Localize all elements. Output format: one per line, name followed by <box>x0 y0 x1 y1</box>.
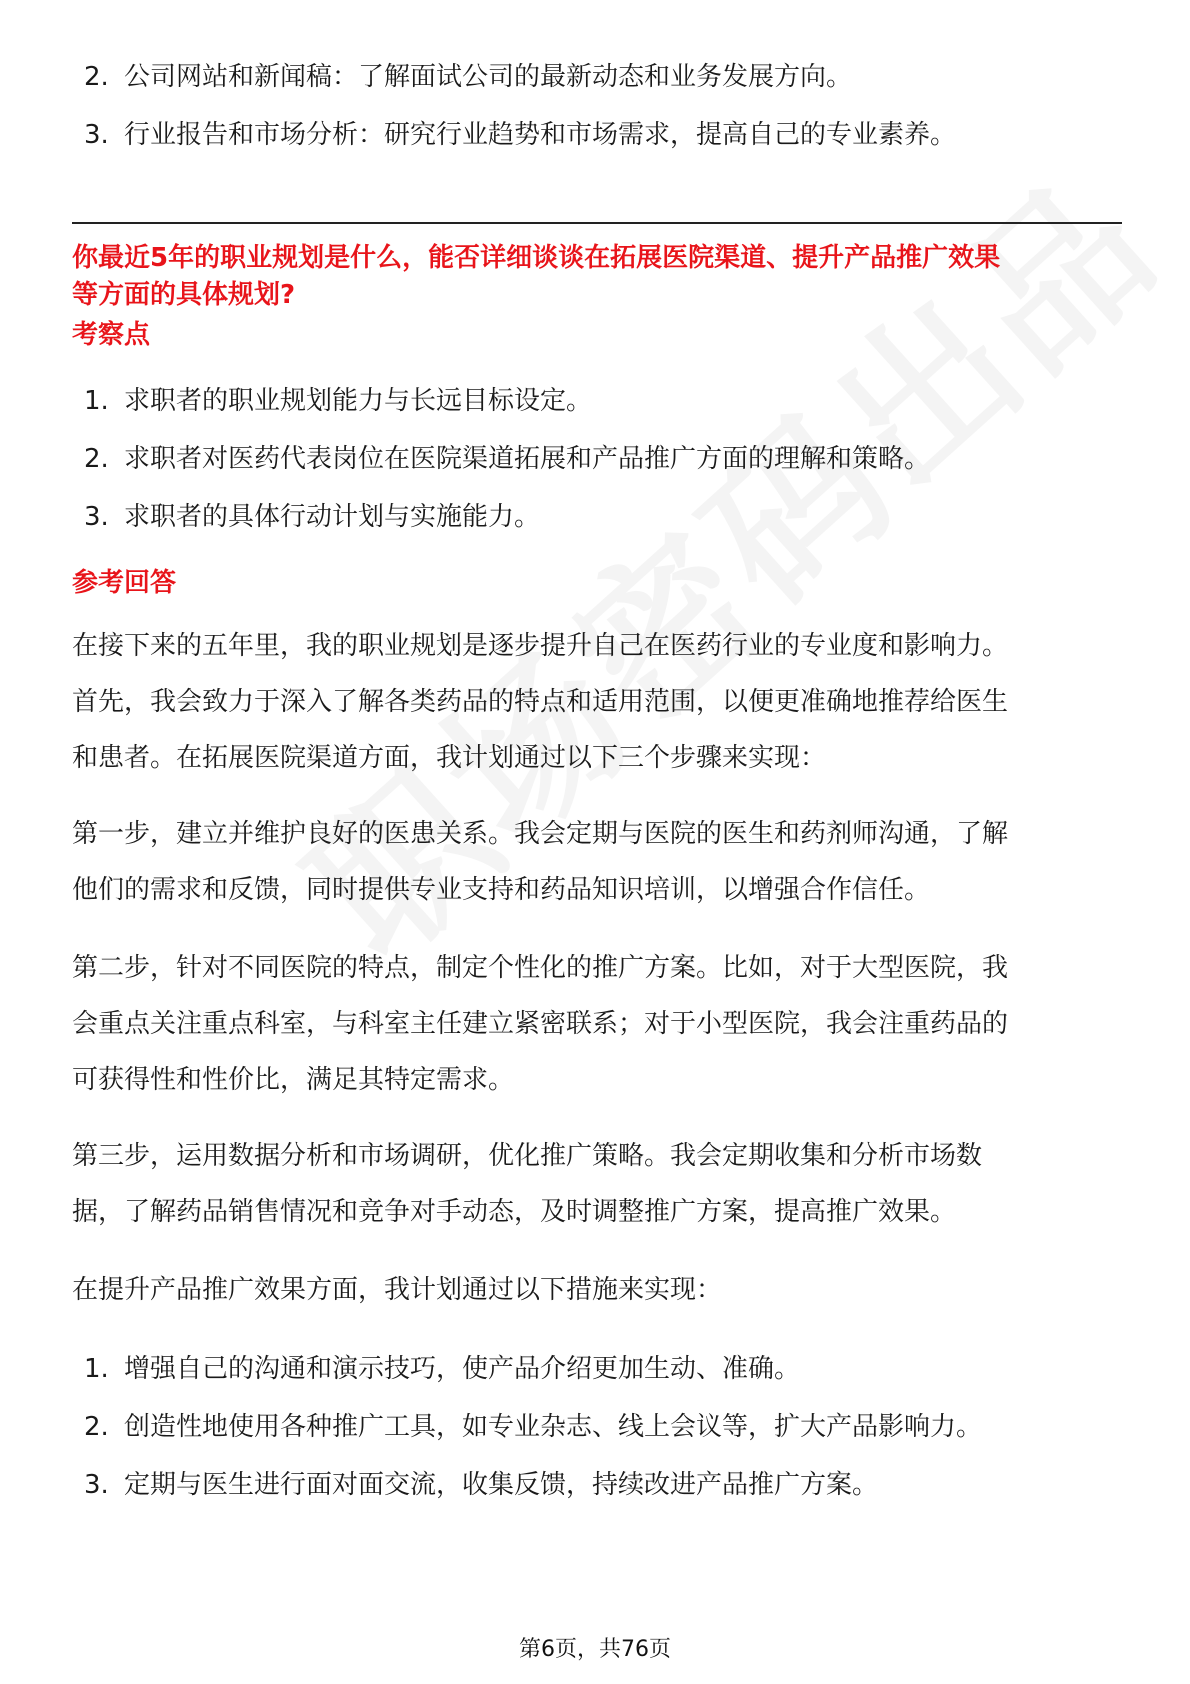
list-item: 3. 定期与医生进行面对面交流，收集反馈，持续改进产品推广方案。 <box>84 1470 879 1500</box>
list-item: 1. 增强自己的沟通和演示技巧，使产品介绍更加生动、准确。 <box>84 1354 801 1384</box>
paragraph: 第三步，运用数据分析和市场调研，优化推广策略。我会定期收集和分析市场数 据，了解药品销售情况和竞争对手动态，及时调整推广方案，提高推广效果。 <box>72 1141 983 1227</box>
points-label: 考察点 <box>72 320 151 350</box>
question-heading: 你最近5年的职业规划是什么，能否详细谈谈在拓展医院渠道、提升产品推广效果 等方面的具体规划? <box>72 243 1001 310</box>
page-number: 第6页，共76页 <box>519 1637 671 1662</box>
list-item: 2. 创造性地使用各种推广工具，如专业杂志、线上会议等，扩大产品影响力。 <box>84 1412 983 1442</box>
list-item: 3. 行业报告和市场分析：研究行业趋势和市场需求，提高自己的专业素养。 <box>84 120 957 150</box>
answer-label: 参考回答 <box>72 568 177 598</box>
paragraph: 第一步，建立并维护良好的医患关系。我会定期与医院的医生和药剂师沟通，了解 他们的需求和反馈，同时提供专业支持和药品知识培训，以增强合作信任。 <box>72 819 1009 905</box>
paragraph: 在提升产品推广效果方面，我计划通过以下措施来实现： <box>72 1275 723 1305</box>
list-item: 3. 求职者的具体行动计划与实施能力。 <box>84 502 541 532</box>
measures-list <box>84 1340 982 1514</box>
list-item: 1. 求职者的职业规划能力与长远目标设定。 <box>84 386 593 416</box>
divider <box>72 222 1122 224</box>
paragraph: 第二步，针对不同医院的特点，制定个性化的推广方案。比如，对于大型医院，我 会重点关注重点科室，与科室主任建立紧密联系；对于小型医院，我会注重药品的 可获得性和性价比，满足其特定需求。 <box>72 953 1009 1095</box>
points-list <box>84 372 930 546</box>
top-list <box>84 48 956 164</box>
list-item: 2. 公司网站和新闻稿：了解面试公司的最新动态和业务发展方向。 <box>84 62 853 92</box>
list-item: 2. 求职者对医药代表岗位在医院渠道拓展和产品推广方面的理解和策略。 <box>84 444 931 474</box>
paragraph: 在接下来的五年里，我的职业规划是逐步提升自己在医药行业的专业度和影响力。 首先，我会致力于深入了解各类药品的特点和适用范围，以便更准确地推荐给医生 和患者。在拓展医院渠道方面，我计划通过以下三个步骤来实现： <box>72 631 1009 773</box>
